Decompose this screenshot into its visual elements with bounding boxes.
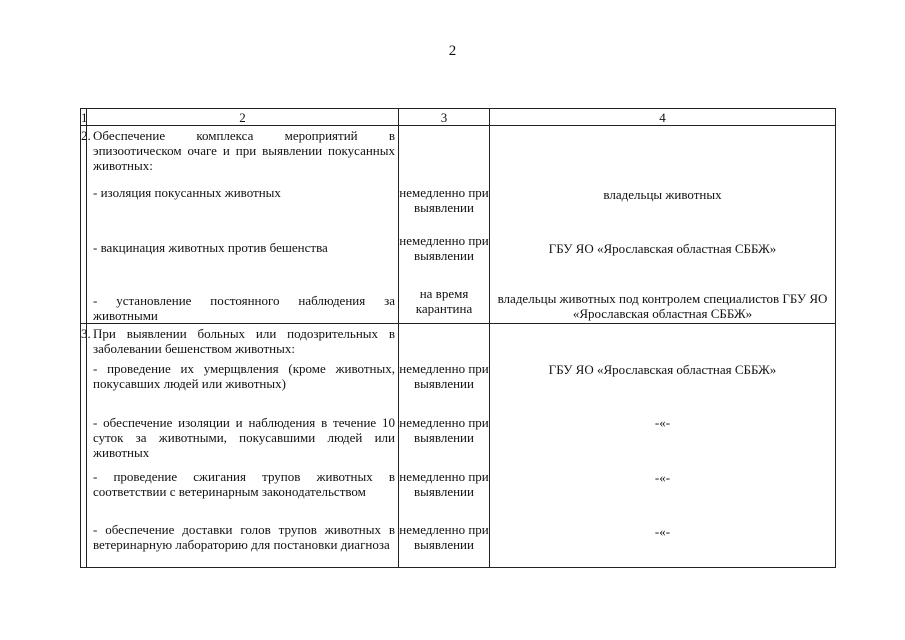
header-col-4: 4	[490, 109, 836, 126]
measures-cell	[87, 324, 399, 568]
measure-text: - проведение сжигания трупов животных в соответствии с ветеринарным законодательством	[93, 469, 395, 499]
deadline-text: немедленно при выявлении	[399, 233, 489, 263]
responsible-text: ГБУ ЯО «Ярославская областная СББЖ»	[548, 241, 777, 256]
page-number: 2	[448, 43, 457, 59]
measure-text: - обеспечение изоляции и наблюдения в течение 10 суток за животными, покусавшими людей или животных	[93, 415, 395, 460]
measure-text: - изоляция покусанных животных	[93, 185, 281, 200]
measure-text: - установление постоянного наблюдения за животными	[93, 293, 395, 323]
measure-text: - обеспечение доставки голов трупов животных в ветеринарную лабораторию для постановки диагноза	[93, 522, 395, 552]
row-number: 3.	[81, 324, 87, 568]
responsible-text: владельцы животных под контролем специалистов ГБУ ЯО «Ярославская областная СББЖ»	[497, 291, 828, 321]
table-row	[81, 324, 836, 568]
responsible-text: -«-	[654, 415, 671, 430]
row-intro: Обеспечение комплекса мероприятий в эпизоотическом очаге и при выявлении покусанных животных:	[93, 128, 395, 173]
responsible-text: -«-	[654, 470, 671, 485]
measures-table	[80, 108, 836, 568]
responsible-text: -«-	[654, 524, 671, 539]
deadline-text: немедленно при выявлении	[399, 469, 489, 499]
responsible-text: ГБУ ЯО «Ярославская областная СББЖ»	[548, 362, 777, 377]
header-col-3: 3	[399, 109, 490, 126]
row-intro: При выявлении больных или подозрительных в заболевании бешенством животных:	[93, 326, 395, 356]
deadline-cell	[399, 126, 490, 324]
deadline-text: немедленно при выявлении	[399, 522, 489, 552]
measure-text: - вакцинация животных против бешенства	[93, 240, 328, 255]
responsible-cell	[490, 324, 836, 568]
measure-text: - проведение их умерщвления (кроме животных, покусавших людей или животных)	[93, 361, 395, 391]
table-header-row	[81, 109, 836, 126]
deadline-text: на время карантина	[415, 286, 473, 316]
deadline-text: немедленно при выявлении	[399, 361, 489, 391]
measures-cell	[87, 126, 399, 324]
responsible-text: владельцы животных	[603, 187, 722, 202]
row-number: 2.	[81, 126, 87, 324]
deadline-cell	[399, 324, 490, 568]
table-row	[81, 126, 836, 324]
responsible-cell	[490, 126, 836, 324]
deadline-text: немедленно при выявлении	[399, 415, 489, 445]
header-col-2: 2	[87, 109, 399, 126]
header-col-1: 1	[81, 110, 88, 125]
deadline-text: немедленно при выявлении	[399, 185, 489, 215]
